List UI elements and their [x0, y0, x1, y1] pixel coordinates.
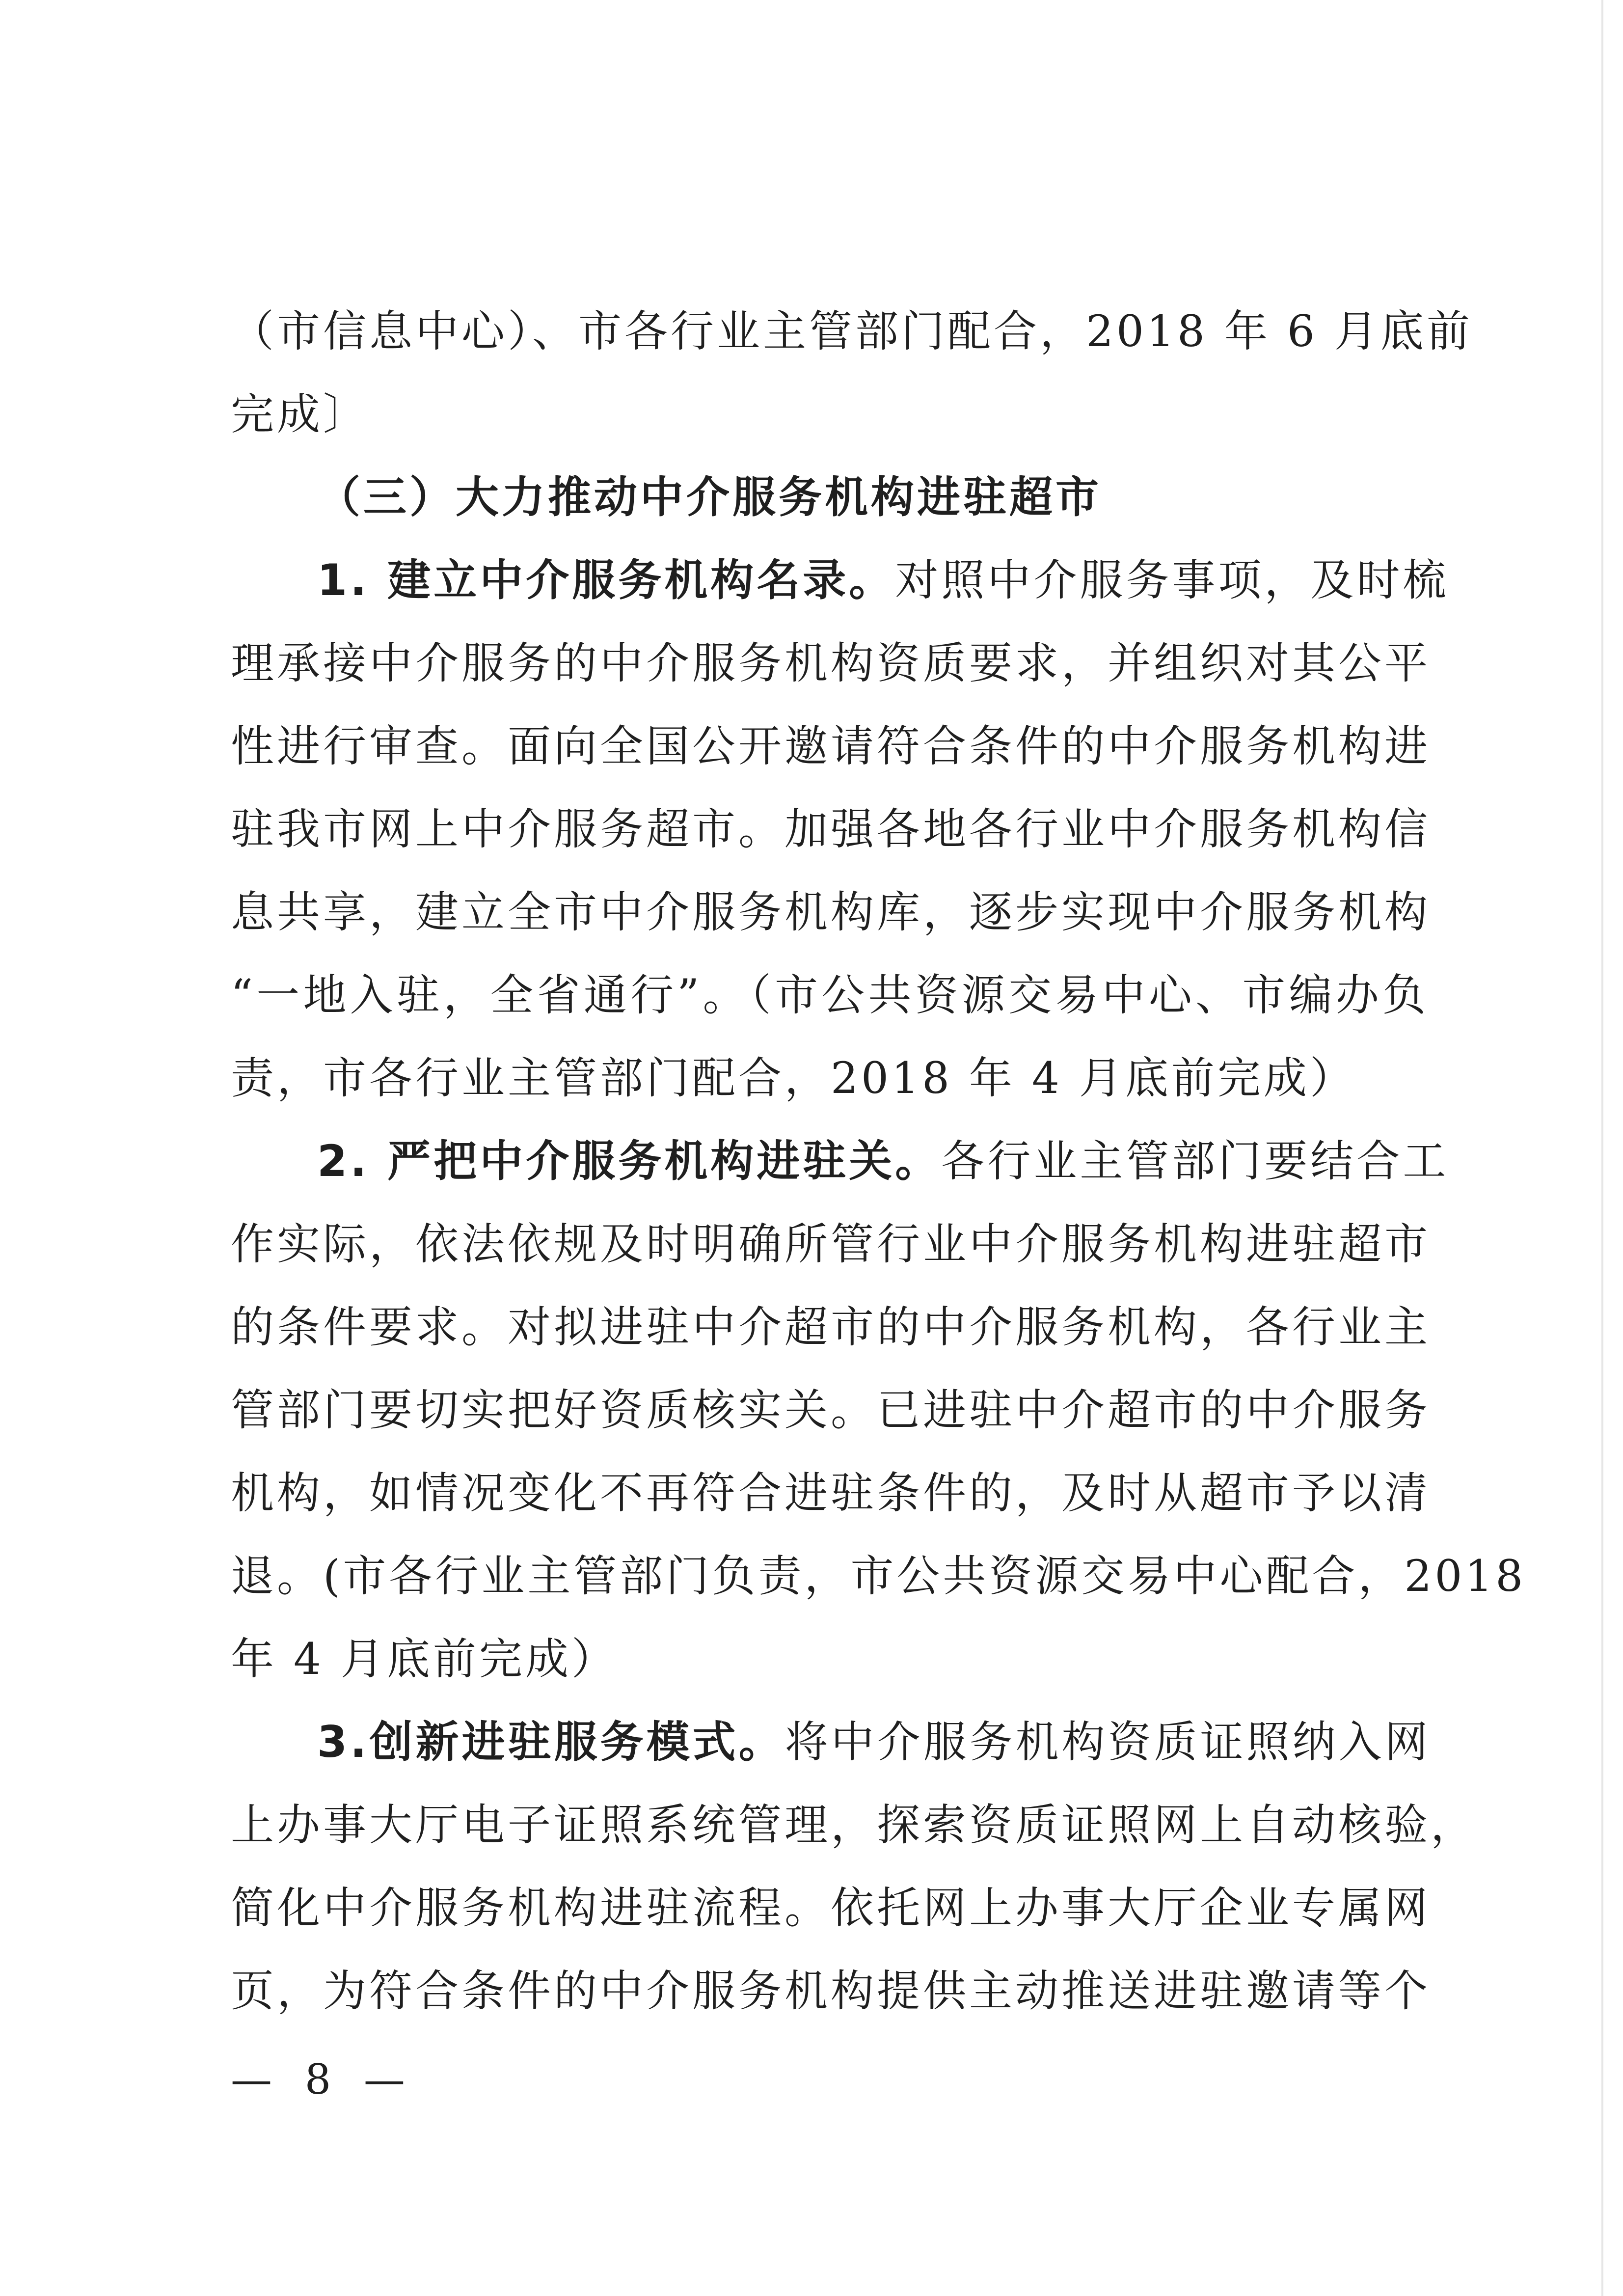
- text-line: [231, 1617, 1429, 1700]
- line-text: 将中介服务机构资质证照纳入网: [784, 1717, 1431, 1767]
- paragraph-start-line: [231, 1700, 1429, 1783]
- item-title: 3.创新进驻服务模式。: [317, 1717, 785, 1767]
- item-title: 1. 建立中介服务机构名录。: [317, 555, 895, 605]
- line-text: 上办事大厅电子证照系统管理，探索资质证照网上自动核验，: [231, 1800, 1477, 1850]
- text-line: [231, 1534, 1526, 1617]
- scan-edge-line: [1601, 0, 1603, 2296]
- line-text: （市信息中心）、市各行业主管部门配合，2018 年 6 月底前: [231, 306, 1473, 356]
- text-line: [231, 1949, 1429, 2032]
- text-line: [231, 1783, 1477, 1866]
- text-line: [231, 1037, 1429, 1120]
- line-text: 责，市各行业主管部门配合，2018 年 4 月底前完成）: [231, 1053, 1356, 1103]
- text-line: [231, 1203, 1429, 1285]
- line-text: “一地入驻，全省通行”。（市公共资源交易中心、市编办负: [231, 970, 1429, 1020]
- text-line: [231, 1285, 1429, 1368]
- text-line: [231, 290, 1473, 373]
- text-line: [231, 373, 1429, 456]
- line-text: 各行业主管部门要结合工: [941, 1136, 1449, 1186]
- line-text: 简化中介服务机构进驻流程。依托网上办事大厅企业专属网: [231, 1883, 1431, 1933]
- text-line: [231, 788, 1429, 871]
- text-line: [231, 622, 1429, 705]
- line-text: 管部门要切实把好资质核实关。已进驻中介超市的中介服务: [231, 1385, 1431, 1435]
- line-text: 完成〕: [231, 389, 370, 439]
- text-line: [231, 954, 1429, 1037]
- line-text: 理承接中介服务的中介服务机构资质要求，并组织对其公平: [231, 638, 1431, 688]
- text-line: [231, 705, 1429, 788]
- paragraph-start-line: [231, 1120, 1449, 1203]
- paragraph-start-line: [231, 539, 1449, 622]
- line-text: 作实际，依法依规及时明确所管行业中介服务机构进驻超市: [231, 1219, 1431, 1269]
- line-text: 机构，如情况变化不再符合进驻条件的，及时从超市予以清: [231, 1468, 1431, 1518]
- text-line: [231, 871, 1429, 954]
- section-heading: （三）大力推动中介服务机构进驻超市: [317, 472, 1102, 522]
- line-text: 性进行审查。面向全国公开邀请符合条件的中介服务机构进: [231, 721, 1431, 771]
- line-text: 的条件要求。对拟进驻中介超市的中介服务机构，各行业主: [231, 1302, 1431, 1352]
- text-line: [231, 1866, 1429, 1949]
- line-text: 对照中介服务事项，及时梳: [895, 555, 1449, 605]
- line-text: 退。(市各行业主管部门负责，市公共资源交易中心配合，2018: [231, 1551, 1526, 1601]
- line-text: 页，为符合条件的中介服务机构提供主动推送进驻邀请等个: [231, 1966, 1431, 2016]
- item-title: 2. 严把中介服务机构进驻关。: [317, 1136, 942, 1186]
- body-text: [231, 290, 1526, 2032]
- page-number: — 8 —: [231, 2055, 415, 2104]
- line-text: 息共享，建立全市中介服务机构库，逐步实现中介服务机构: [231, 887, 1431, 937]
- line-text: 年 4 月底前完成）: [231, 1634, 618, 1684]
- text-line: [231, 1451, 1429, 1534]
- line-text: 驻我市网上中介服务超市。加强各地各行业中介服务机构信: [231, 804, 1431, 854]
- text-line: [231, 1368, 1429, 1451]
